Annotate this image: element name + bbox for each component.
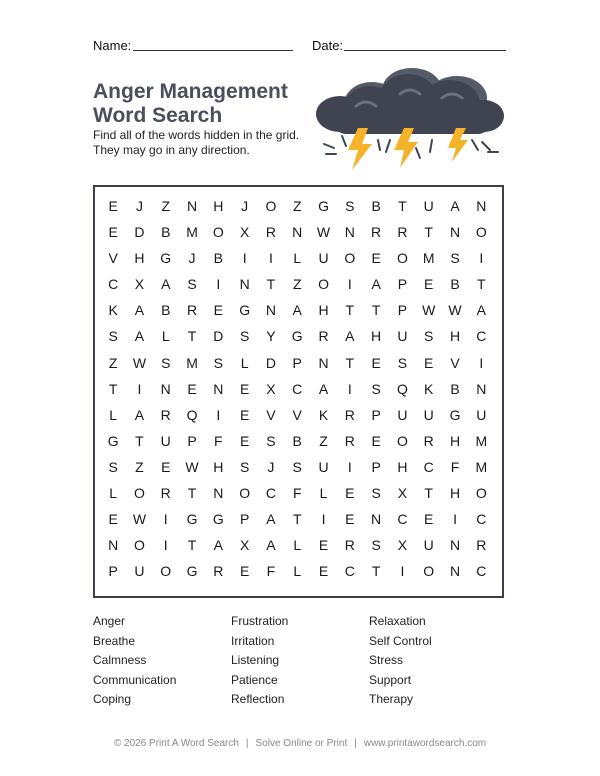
- grid-letter[interactable]: R: [344, 432, 355, 449]
- grid-letter[interactable]: X: [266, 380, 276, 397]
- grid-letter[interactable]: I: [137, 380, 142, 397]
- grid-letter[interactable]: N: [476, 198, 487, 214]
- grid-letter[interactable]: E: [345, 511, 355, 528]
- grid-letter[interactable]: N: [160, 380, 171, 397]
- grid-letter[interactable]: H: [371, 328, 382, 345]
- grid-letter[interactable]: I: [347, 458, 352, 475]
- grid-letter[interactable]: E: [424, 276, 434, 293]
- grid-letter[interactable]: A: [345, 328, 355, 345]
- grid-letter[interactable]: P: [397, 276, 408, 293]
- footer-tagline: Solve Online or Print: [255, 738, 348, 749]
- grid-letter[interactable]: E: [371, 250, 381, 267]
- word-list-item: Coping: [93, 692, 132, 707]
- grid-letter[interactable]: N: [449, 537, 461, 554]
- date-label: Date:: [312, 38, 344, 53]
- grid-letter[interactable]: J: [241, 198, 249, 214]
- grid-letter[interactable]: I: [163, 511, 168, 528]
- grid-letter[interactable]: S: [292, 458, 302, 475]
- word-list-item: Support: [369, 672, 412, 687]
- grid-letter[interactable]: H: [213, 458, 224, 475]
- grid-letter[interactable]: X: [239, 224, 250, 241]
- grid-letter[interactable]: B: [161, 224, 171, 241]
- grid-letter[interactable]: S: [450, 250, 460, 267]
- grid-letter[interactable]: S: [397, 354, 408, 371]
- grid-letter[interactable]: R: [318, 328, 329, 345]
- grid-letter[interactable]: U: [134, 563, 145, 580]
- grid-letter[interactable]: V: [450, 354, 460, 371]
- grid-letter[interactable]: J: [267, 458, 275, 475]
- grid-letter[interactable]: I: [216, 276, 221, 293]
- grid-letter[interactable]: I: [347, 276, 352, 293]
- grid-letter[interactable]: E: [187, 380, 197, 397]
- grid-letter[interactable]: T: [345, 302, 355, 319]
- grid-letter[interactable]: S: [371, 485, 381, 502]
- grid-letter[interactable]: H: [449, 485, 461, 502]
- grid-letter[interactable]: I: [400, 563, 405, 580]
- grid-letter[interactable]: L: [240, 354, 249, 371]
- grid-letter[interactable]: U: [160, 432, 171, 449]
- grid-letter[interactable]: U: [318, 250, 329, 267]
- word-list-item: Patience: [231, 672, 278, 687]
- grid-letter[interactable]: L: [109, 485, 118, 502]
- grid-letter[interactable]: P: [371, 458, 381, 475]
- grid-letter[interactable]: C: [265, 485, 276, 502]
- grid-letter[interactable]: H: [318, 302, 329, 319]
- grid-letter[interactable]: A: [213, 537, 223, 554]
- grid-letter[interactable]: N: [213, 485, 224, 502]
- grid-letter[interactable]: A: [371, 276, 381, 293]
- footer-separator: |: [245, 738, 249, 749]
- grid-letter[interactable]: V: [108, 250, 118, 267]
- grid-letter[interactable]: M: [422, 250, 435, 267]
- grid-letter[interactable]: E: [318, 537, 329, 554]
- grid-letter[interactable]: T: [187, 537, 197, 554]
- grid-letter[interactable]: G: [107, 432, 119, 449]
- grid-letter[interactable]: M: [475, 458, 488, 475]
- grid-letter[interactable]: T: [266, 276, 276, 293]
- grid-letter[interactable]: W: [448, 302, 462, 319]
- instructions-line-1: Find all of the words hidden in the grid.: [93, 128, 300, 142]
- grid-letter[interactable]: O: [239, 485, 251, 502]
- grid-letter[interactable]: T: [108, 380, 118, 397]
- grid-letter[interactable]: S: [161, 354, 171, 371]
- grid-letter[interactable]: N: [449, 563, 461, 580]
- name-line[interactable]: [133, 50, 293, 51]
- name-label: Name:: [93, 38, 132, 53]
- grid-letter[interactable]: U: [318, 458, 329, 475]
- grid-letter[interactable]: W: [132, 354, 147, 371]
- grid-letter[interactable]: T: [292, 511, 302, 528]
- word-list-item: Frustration: [231, 614, 289, 628]
- grid-letter[interactable]: E: [213, 302, 223, 319]
- grid-letter[interactable]: P: [239, 511, 250, 528]
- grid-letter[interactable]: G: [160, 250, 172, 267]
- grid-letter[interactable]: S: [371, 537, 381, 554]
- grid-letter[interactable]: C: [476, 511, 487, 528]
- grid-letter[interactable]: N: [476, 380, 487, 397]
- grid-letter[interactable]: B: [213, 250, 223, 267]
- grid-letter[interactable]: S: [108, 458, 118, 475]
- grid-letter[interactable]: A: [134, 328, 145, 345]
- grid-letter[interactable]: L: [293, 563, 302, 580]
- grid-letter[interactable]: T: [135, 432, 144, 449]
- grid-letter[interactable]: N: [344, 224, 355, 241]
- grid-letter[interactable]: Q: [396, 380, 408, 397]
- grid-letter[interactable]: N: [186, 198, 198, 214]
- grid-letter[interactable]: L: [161, 328, 170, 345]
- grid-letter[interactable]: T: [187, 485, 197, 502]
- grid-letter[interactable]: N: [292, 224, 303, 241]
- grid-letter[interactable]: S: [239, 328, 250, 345]
- word-list-item: Breathe: [93, 633, 136, 648]
- word-list-item: Listening: [231, 653, 280, 668]
- grid-letter[interactable]: O: [475, 485, 487, 502]
- grid-letter[interactable]: N: [318, 354, 329, 371]
- grid-letter[interactable]: C: [423, 458, 434, 475]
- grid-letter[interactable]: G: [186, 563, 198, 580]
- grid-letter[interactable]: F: [292, 485, 302, 502]
- page-title: [93, 80, 288, 128]
- grid-letter[interactable]: S: [371, 380, 381, 397]
- grid-letter[interactable]: E: [424, 354, 434, 371]
- grid-letter[interactable]: Z: [161, 198, 171, 214]
- grid-letter[interactable]: G: [212, 511, 224, 528]
- grid-letter[interactable]: W: [185, 458, 199, 475]
- storm-cloud-icon: [312, 66, 508, 174]
- grid-letter[interactable]: B: [292, 432, 302, 449]
- grid-letter[interactable]: R: [160, 485, 171, 502]
- grid-letter[interactable]: H: [397, 458, 408, 475]
- grid-letter[interactable]: N: [265, 302, 276, 319]
- grid-letter[interactable]: Z: [135, 458, 144, 475]
- grid-letter[interactable]: A: [266, 511, 276, 528]
- grid-letter[interactable]: S: [266, 432, 276, 449]
- grid-letter[interactable]: U: [476, 406, 487, 423]
- grid-letter[interactable]: U: [423, 406, 434, 423]
- grid-letter[interactable]: P: [187, 432, 197, 449]
- grid-letter[interactable]: R: [423, 432, 434, 449]
- grid-letter[interactable]: O: [134, 485, 145, 502]
- title-line-1: Anger Management: [93, 80, 288, 103]
- grid-letter[interactable]: E: [239, 406, 250, 423]
- grid-letter[interactable]: T: [477, 276, 486, 293]
- grid-letter[interactable]: R: [344, 406, 355, 423]
- grid-letter[interactable]: O: [265, 198, 277, 214]
- footer-site-link[interactable]: www.printawordsearch.com: [363, 738, 487, 749]
- grid-letter[interactable]: I: [242, 250, 247, 267]
- grid-letter[interactable]: I: [479, 250, 484, 267]
- grid-letter[interactable]: G: [318, 198, 329, 214]
- grid-letter[interactable]: A: [161, 276, 171, 293]
- grid-letter[interactable]: P: [371, 406, 381, 423]
- grid-letter[interactable]: C: [344, 563, 355, 580]
- grid-letter[interactable]: R: [160, 406, 171, 423]
- word-list-item: Communication: [93, 672, 177, 687]
- grid-letter[interactable]: E: [239, 563, 250, 580]
- word-list-item: Calmness: [93, 653, 147, 668]
- grid-letter[interactable]: E: [161, 458, 171, 475]
- grid-letter[interactable]: L: [109, 406, 118, 423]
- grid-letter[interactable]: J: [188, 250, 196, 267]
- grid-letter[interactable]: C: [476, 328, 487, 345]
- grid-letter[interactable]: S: [424, 328, 434, 345]
- grid-letter[interactable]: I: [321, 511, 326, 528]
- word-list: [93, 612, 513, 710]
- grid-letter[interactable]: W: [422, 302, 436, 319]
- grid-letter[interactable]: A: [476, 302, 486, 319]
- footer: [0, 738, 600, 749]
- grid-letter[interactable]: S: [108, 328, 118, 345]
- grid-letter[interactable]: A: [134, 302, 145, 319]
- grid-letter[interactable]: O: [475, 224, 487, 241]
- grid-letter[interactable]: Z: [108, 354, 118, 371]
- grid-letter[interactable]: M: [186, 224, 198, 241]
- grid-letter[interactable]: T: [187, 328, 197, 345]
- grid-letter[interactable]: O: [134, 537, 145, 554]
- word-list-item: Anger: [93, 614, 126, 628]
- grid-letter[interactable]: X: [239, 537, 250, 554]
- grid-letter[interactable]: I: [216, 406, 221, 423]
- grid-letter[interactable]: R: [213, 563, 224, 580]
- grid-letter[interactable]: R: [344, 537, 355, 554]
- letter-grid: [100, 193, 494, 584]
- grid-letter[interactable]: V: [292, 406, 302, 423]
- grid-letter[interactable]: H: [134, 250, 145, 267]
- grid-letter[interactable]: A: [292, 302, 302, 319]
- footer-separator: |: [354, 738, 357, 749]
- grid-letter[interactable]: A: [134, 406, 145, 423]
- grid-letter[interactable]: K: [424, 380, 434, 397]
- grid-letter[interactable]: O: [396, 432, 408, 449]
- grid-letter[interactable]: Z: [292, 276, 302, 293]
- word-list-item: Therapy: [369, 692, 414, 707]
- grid-letter[interactable]: E: [424, 511, 434, 528]
- grid-letter[interactable]: T: [398, 198, 407, 214]
- instructions: [93, 128, 299, 158]
- grid-letter[interactable]: O: [423, 563, 435, 580]
- grid-letter[interactable]: M: [475, 432, 488, 449]
- grid-letter[interactable]: V: [266, 406, 276, 423]
- grid-letter[interactable]: D: [213, 328, 224, 345]
- grid-letter[interactable]: H: [213, 198, 224, 214]
- grid-letter[interactable]: K: [318, 406, 329, 423]
- grid-letter[interactable]: S: [345, 198, 355, 214]
- grid-letter[interactable]: T: [424, 485, 433, 502]
- grid-letter[interactable]: A: [266, 537, 276, 554]
- grid-letter[interactable]: L: [293, 537, 302, 554]
- grid-letter[interactable]: A: [450, 198, 460, 214]
- grid-letter[interactable]: E: [108, 224, 118, 241]
- grid-letter[interactable]: O: [396, 250, 408, 267]
- grid-letter[interactable]: E: [108, 198, 118, 214]
- grid-letter[interactable]: M: [186, 354, 198, 371]
- grid-letter[interactable]: I: [479, 354, 484, 371]
- grid-letter[interactable]: N: [239, 276, 250, 293]
- grid-letter[interactable]: N: [449, 224, 461, 241]
- grid-letter[interactable]: X: [397, 485, 408, 502]
- grid-letter[interactable]: S: [239, 458, 250, 475]
- grid-letter[interactable]: I: [453, 511, 457, 528]
- grid-letter[interactable]: R: [397, 224, 408, 241]
- grid-letter[interactable]: X: [134, 276, 145, 293]
- grid-letter[interactable]: C: [397, 511, 408, 528]
- word-list-item: Self Control: [369, 633, 432, 648]
- date-line[interactable]: [344, 50, 506, 51]
- grid-letter[interactable]: T: [371, 563, 381, 580]
- grid-letter[interactable]: I: [347, 380, 352, 397]
- grid-letter[interactable]: N: [213, 380, 224, 397]
- grid-letter[interactable]: C: [476, 563, 487, 580]
- grid-letter[interactable]: B: [371, 198, 381, 214]
- grid-letter[interactable]: N: [108, 537, 119, 554]
- grid-letter[interactable]: H: [449, 328, 461, 345]
- grid-letter[interactable]: R: [186, 302, 198, 319]
- instructions-line-2: They may go in any direction.: [93, 143, 250, 157]
- grid-letter[interactable]: Q: [186, 406, 198, 423]
- grid-letter[interactable]: E: [239, 432, 250, 449]
- grid-letter[interactable]: L: [293, 250, 302, 267]
- grid-letter[interactable]: P: [292, 354, 302, 371]
- grid-letter[interactable]: R: [476, 537, 487, 554]
- grid-letter[interactable]: W: [316, 224, 331, 241]
- grid-letter[interactable]: F: [450, 458, 460, 475]
- grid-letter[interactable]: U: [423, 198, 434, 214]
- grid-letter[interactable]: O: [160, 563, 172, 580]
- grid-letter[interactable]: S: [187, 276, 197, 293]
- grid-letter[interactable]: O: [344, 250, 356, 267]
- grid-letter[interactable]: F: [214, 432, 223, 449]
- word-list-item: Relaxation: [369, 614, 426, 628]
- grid-letter[interactable]: H: [449, 432, 461, 449]
- grid-letter[interactable]: P: [108, 563, 118, 580]
- grid-letter[interactable]: E: [345, 485, 355, 502]
- grid-letter[interactable]: A: [318, 380, 329, 397]
- grid-letter[interactable]: E: [371, 354, 381, 371]
- title-line-2: Word Search: [93, 104, 223, 127]
- grid-letter[interactable]: U: [397, 328, 408, 345]
- grid-letter[interactable]: P: [397, 302, 408, 319]
- word-list-item: Irritation: [231, 633, 275, 648]
- grid-letter[interactable]: C: [108, 276, 119, 293]
- grid-letter[interactable]: G: [186, 511, 198, 528]
- grid-letter[interactable]: Y: [266, 328, 276, 345]
- grid-letter[interactable]: R: [265, 224, 276, 241]
- grid-letter[interactable]: C: [292, 380, 303, 397]
- grid-letter[interactable]: U: [423, 537, 434, 554]
- grid-letter[interactable]: W: [132, 511, 147, 528]
- grid-letter[interactable]: I: [163, 537, 168, 554]
- grid-letter[interactable]: E: [318, 563, 329, 580]
- grid-letter[interactable]: O: [212, 224, 224, 241]
- footer-copyright: © 2026 Print A Word Search: [113, 738, 239, 749]
- grid-letter[interactable]: E: [239, 380, 250, 397]
- grid-letter[interactable]: E: [371, 432, 381, 449]
- grid-letter[interactable]: G: [449, 406, 461, 423]
- grid-letter[interactable]: T: [424, 224, 433, 241]
- word-list-item: Stress: [369, 653, 404, 668]
- grid-letter[interactable]: X: [397, 537, 408, 554]
- grid-letter[interactable]: Z: [292, 198, 302, 214]
- grid-letter[interactable]: F: [266, 563, 276, 580]
- grid-letter[interactable]: R: [371, 224, 382, 241]
- grid-letter[interactable]: O: [318, 276, 329, 293]
- grid-letter[interactable]: G: [239, 302, 251, 319]
- grid-letter[interactable]: B: [450, 380, 460, 397]
- grid-letter[interactable]: S: [213, 354, 223, 371]
- grid-letter[interactable]: N: [371, 511, 382, 528]
- grid-letter[interactable]: T: [371, 302, 381, 319]
- grid-letter[interactable]: T: [345, 354, 355, 371]
- grid-letter[interactable]: D: [265, 354, 276, 371]
- grid-letter[interactable]: D: [134, 224, 145, 241]
- grid-letter[interactable]: L: [319, 485, 328, 502]
- grid-letter[interactable]: E: [108, 511, 118, 528]
- word-search-grid: [93, 185, 504, 598]
- grid-letter[interactable]: J: [135, 198, 143, 214]
- grid-letter[interactable]: G: [291, 328, 303, 345]
- grid-letter[interactable]: B: [161, 302, 171, 319]
- word-list-item: Reflection: [231, 692, 285, 707]
- grid-letter[interactable]: I: [268, 250, 273, 267]
- grid-letter[interactable]: B: [450, 276, 460, 293]
- grid-letter[interactable]: Z: [319, 432, 328, 449]
- grid-letter[interactable]: U: [397, 406, 408, 423]
- grid-letter[interactable]: K: [108, 302, 118, 319]
